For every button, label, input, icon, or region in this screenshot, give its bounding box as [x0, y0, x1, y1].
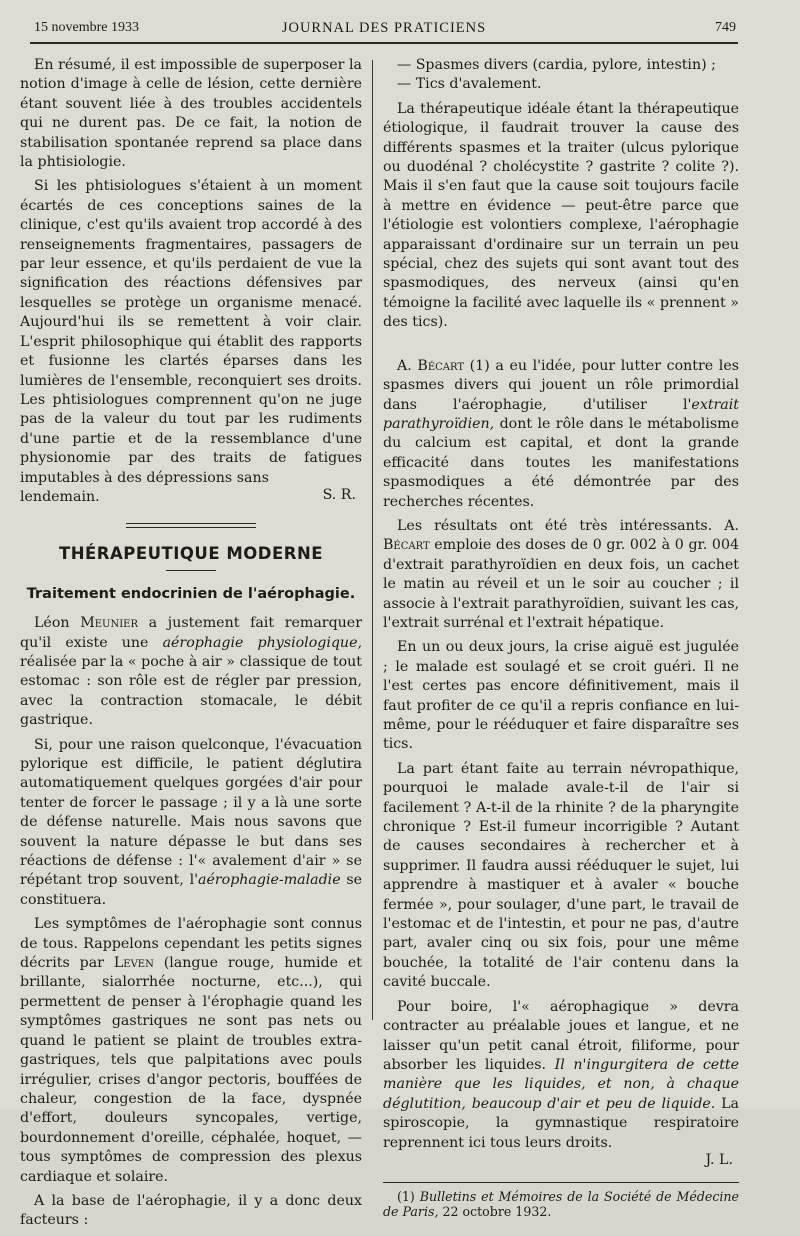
section-divider [126, 523, 256, 528]
journal-title: JOURNAL DES PRATICIENS [281, 20, 487, 36]
text-run: réalisée par la « poche à air » classique de tout estomac : son rôle est de régler par pression, avec la contraction stomacale, le débit gastrique. [20, 653, 362, 729]
paragraph [383, 357, 739, 512]
page-header [30, 18, 738, 44]
text-run: A. [397, 357, 418, 374]
paragraph [383, 998, 739, 1153]
section-title: THÉRAPEUTIQUE MODERNE [58, 544, 324, 564]
text-run: Les résultats ont été très intéressants. A. [397, 517, 739, 534]
italic-term: Il n'ingurgitera de cette manière que les liquides, et non, à chaque déglutition, beaucoup d'air et peu de liquide. [383, 1056, 739, 1112]
italic-term: extrait parathyroïdien, [383, 396, 739, 432]
citation-title: Bulletins et Mémoires de la Société de Médecine de Paris, [383, 1189, 740, 1220]
paragraph [383, 517, 739, 633]
footnote-divider [383, 1182, 739, 1183]
paragraph: La thérapeutique idéale étant la thérapeutique étiologique, il faudrait trouver la cause des différents spasmes et la traiter (ulcus pylorique ou duodénal ? cholécystite ? gastrite ? colite ?). Mais il s'en faut que la cause soit toujours facile à mettre en évidence — peut-être parce que l'étiologie est volontiers complexe, l'aérophagie apparaissant d'ordinaire sur un terrain un peu spécial, chez des sujets qui sont avant tout des spasmodiques, des nerveux (ainsi qu'en témoigne la facilité avec laquelle ils « prennent » des tics). [383, 100, 739, 331]
paragraph: A la base de l'aérophagie, il y a donc deux facteurs : [20, 1192, 362, 1229]
text-run: Pour boire, l'« aérophagique » devra contracter au préalable joues et langue, et ne laisser qu'un petit canal étroit, filiforme, pour absorber les liquides. [383, 998, 739, 1073]
text-run: Si, pour une raison quelconque, l'évacuation pylorique est difficile, le patient déglutira automatiquement quelques gorgées d'air pour tenter de forcer le passage ; il y a là une sorte de défense naturelle. Mais nous savons que souvent la nature dépasse le but dans ses réactions de défense : l'« avalement d'air » se répétant trop souvent, l' [20, 736, 362, 889]
text-run: se constituera. [20, 872, 363, 908]
text-run: (1) a eu l'idée, pour lutter contre les spasmes divers qui jouent un rôle primordial dans l'aérophagie, d'utiliser l' [383, 357, 740, 413]
text-run: (langue rouge, humide et brillante, sialorrhée nocturne, etc...), qui permettent de penser à l'érophagie quand les symptômes gastriques ne sont pas nets ou quand le patient se plaint de troubles extra-gastriques, tels que palpitations avec pouls irrégulier, crises d'angor pectoris, bouffées de chaleur, congestion de la face, dyspnée d'effort, douleurs syncopales, vertige, bourdonnement d'oreille, céphalée, hoquet, — tous symptômes de compression des plexus cardiaque et solaire. [20, 955, 362, 1185]
author-name: Leven [113, 955, 154, 972]
author-signature: J. L. [705, 1151, 733, 1168]
paragraph [20, 177, 362, 488]
left-column [20, 56, 362, 1236]
paragraph: La part étant faite au terrain névropathique, pourquoi le malade avale-t-il de l'air si facilement ? A-t-il de la rhinite ? de la pharyngite chronique ? Est-il fumeur incorrigible ? Autant de causes secondaires à rechercher et à supprimer. Il faudra aussi rééduquer le sujet, lui apprendre à mastiquer et à avaler « bouche fermée », pour soulager, d'une part, le travail de l'estomac et de l'intestin, et pour ne pas, d'autre part, avaler cinq ou six fois, pour une même bouchée, la totalité de l'air contenu dans la cavité buccale. [383, 760, 739, 991]
text-run: a justement fait remarquer qu'il existe une [20, 615, 362, 651]
author-name: Bécart [417, 357, 465, 374]
right-column [383, 56, 739, 1224]
page-number: 749 [715, 20, 736, 35]
paragraph-end: lendemain. [20, 488, 100, 505]
list-item: — Tics d'avalement. [397, 76, 542, 93]
signature-row [20, 488, 362, 507]
author-name: Bécart [383, 537, 430, 554]
author-signature: S. R. [322, 486, 356, 503]
footnote [383, 1189, 739, 1219]
paragraph-divider [383, 343, 453, 347]
citation-date: 22 octobre 1932. [438, 1204, 552, 1220]
article-title: Traitement endocrinien de l'aérophagie. [26, 585, 356, 602]
text-run: Léon [34, 615, 81, 632]
list-item: — Spasmes divers (cardia, pylore, intestin) ; [397, 57, 716, 73]
paragraph [20, 915, 362, 1187]
paragraph: En résumé, il est impossible de superposer la notion d'image à celle de lésion, cette dernière étant souvent liée à des troubles accidentels qui ne durent pas. De ce fait, la notion de stabilisation spontanée reprend sa place dans la phtisiologie. [20, 57, 362, 171]
text-run: Les symptômes de l'aérophagie sont connus de tous. Rappelons cependant les petits signes décrits par [20, 916, 362, 972]
author-name: Meunier [80, 615, 138, 632]
title-underline [166, 570, 216, 571]
paragraph-text: Si les phtisiologues s'étaient à un moment écartés de ces conceptions saines de la clinique, c'est qu'ils avaient trop accordé à des renseignements fragmentaires, passagers de par leur essence, et qu'ils perdaient de vue la signification des réactions défensives par lesquelles se protège un organisme menacé. Aujourd'hui ils se remettent à voir clair. L'esprit philosophique qui établit des rapports et fusionne les clartés éparses dans les lumières de l'ensemble, reconquiert ses droits. Les phtisiologues comprennent qu'on ne juge pas de la valeur du tout par les rudiments d'une partie et de la ressemblance d'une physionomie par des traits de fatigues imputables à des dépressions sans [20, 178, 362, 486]
paragraph [20, 736, 362, 911]
column-divider [372, 60, 373, 1020]
italic-term: aérophagie-maladie [198, 872, 341, 889]
text-run: dont le rôle dans le métabolisme du calcium est capital, et dont la grande efficacité dans toutes les manifestations spasmodiques a été démontrée par des recherches récentes. [383, 415, 739, 510]
paragraph: En un ou deux jours, la crise aiguë est jugulée ; le malade est soulagé et se croit guéri. Il ne l'est certes pas encore définitivement, mais il faut profiter de ce qu'il a repris confiance en lui-même, pour le rééduquer et faire disparaître ses tics. [383, 639, 739, 753]
text-run: emploie des doses de 0 gr. 002 à 0 gr. 004 d'extrait parathyroïdien en deux fois, un cachet le matin au réveil et un le soir au coucher ; il associe à l'extrait parathyroïdien, suivant les cas, l'extrait surrénal et l'extrait hépatique. [383, 537, 739, 631]
text-run: La spiroscopie, la gymnastique respiratoire reprennent ici tous leurs droits. [383, 1095, 740, 1151]
paragraph [20, 614, 362, 730]
header-date: 15 novembre 1933 [34, 20, 139, 35]
footnote-marker: (1) [397, 1189, 420, 1205]
italic-term: aérophagie physiologique, [162, 634, 362, 651]
